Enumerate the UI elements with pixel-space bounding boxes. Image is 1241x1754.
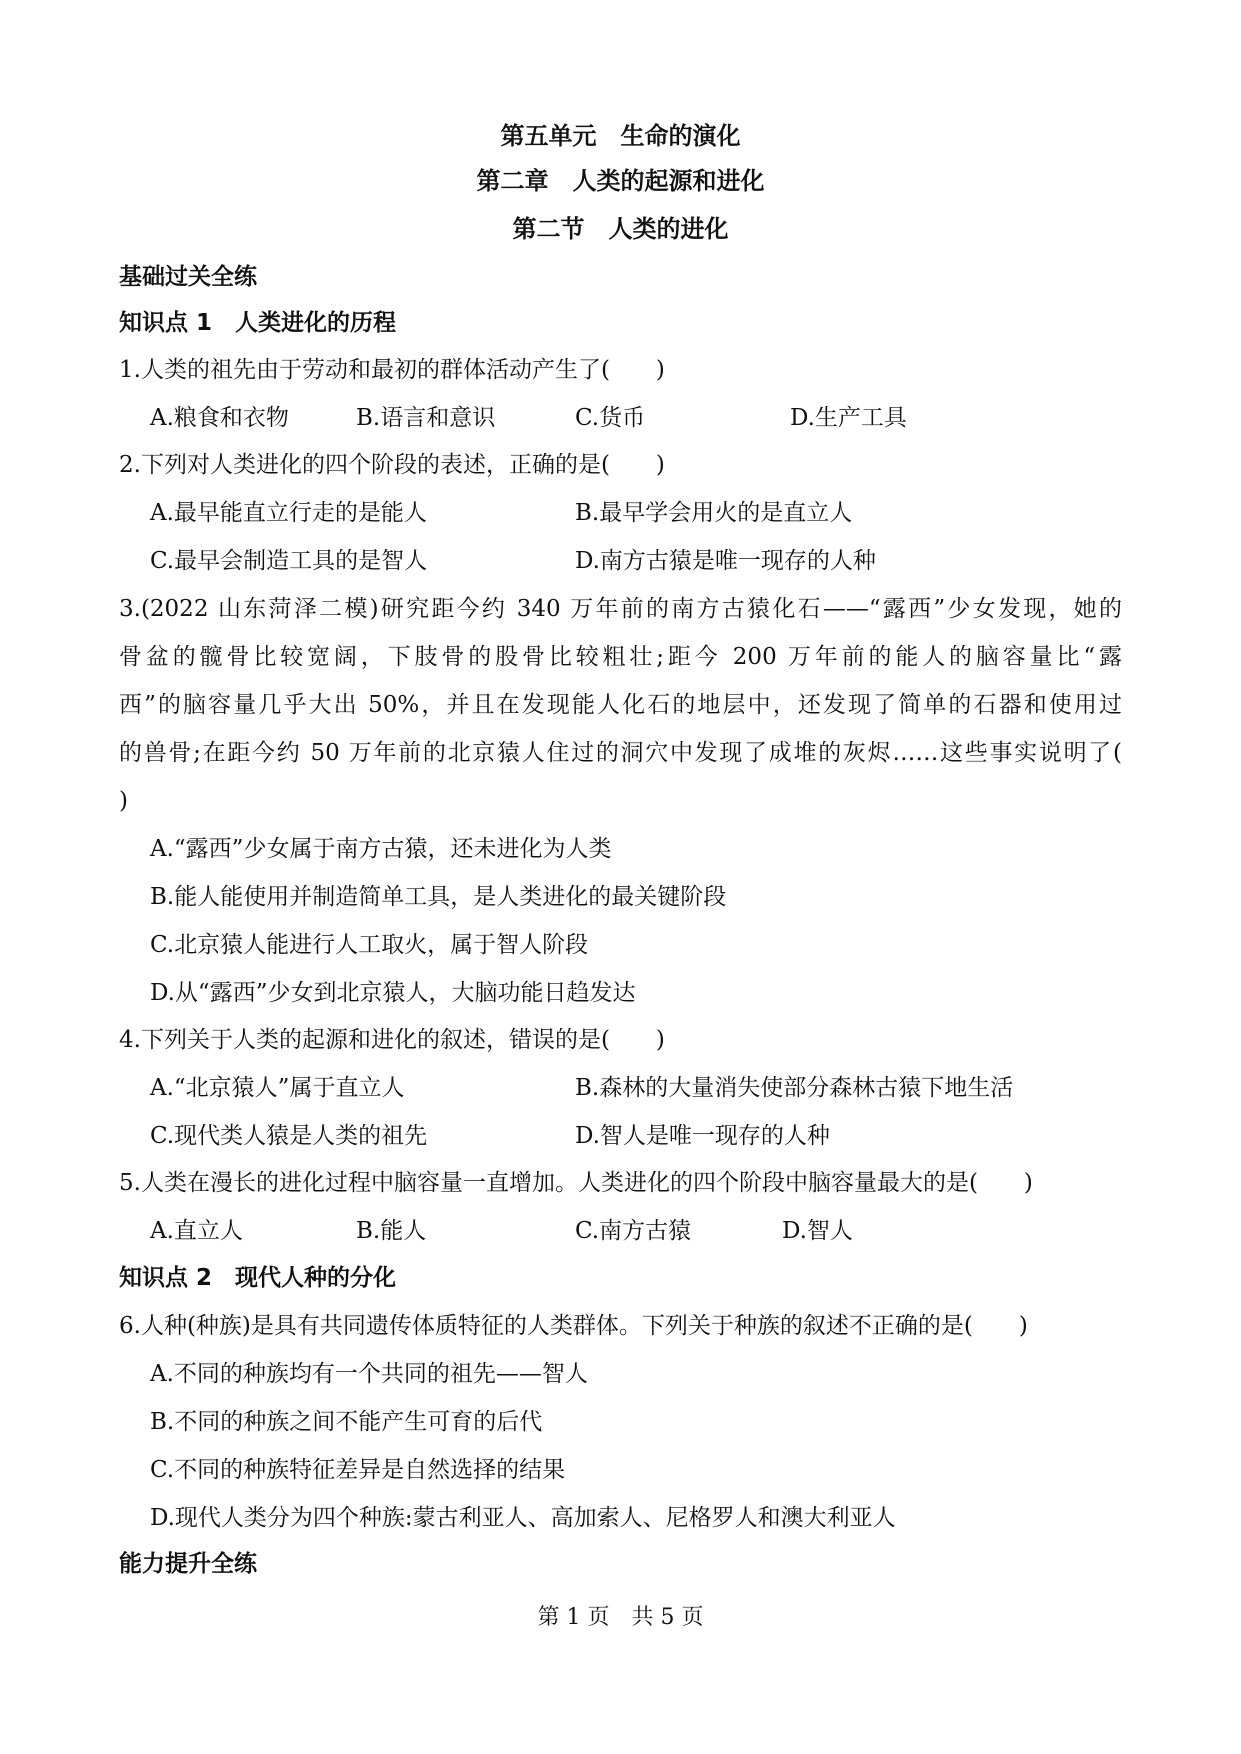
- question-2-stem: 2.下列对人类进化的四个阶段的表述，正确的是( ): [119, 452, 665, 478]
- question-3-option-a: A.“露西”少女属于南方古猿，还未进化为人类: [150, 836, 612, 862]
- question-6-stem: 6.人种(种族)是具有共同遗传体质特征的人类群体。下列关于种族的叙述不正确的是( ): [119, 1313, 1028, 1339]
- chapter-title: 第二章 人类的起源和进化: [476, 167, 765, 195]
- question-3-stem-line-5: ): [119, 788, 128, 814]
- question-5-option-c: C.南方古猿: [575, 1218, 692, 1244]
- question-6-option-d: D.现代人类分为四个种族:蒙古利亚人、高加索人、尼格罗人和澳大利亚人: [150, 1505, 896, 1531]
- question-3-stem-line-2: 骨盆的髋骨比较宽阔，下肢骨的股骨比较粗壮;距今 200 万年前的能人的脑容量比“露: [119, 644, 1122, 670]
- question-1-option-c: C.货币: [575, 405, 646, 431]
- question-2-option-d: D.南方古猿是唯一现存的人种: [575, 548, 876, 574]
- question-2-option-b: B.最早学会用火的是直立人: [575, 500, 853, 526]
- question-3-option-c: C.北京猿人能进行人工取火，属于智人阶段: [150, 932, 589, 958]
- question-1-option-a: A.粮食和衣物: [150, 405, 289, 431]
- question-2-option-a: A.最早能直立行走的是能人: [150, 500, 427, 526]
- knowledge-point-2-heading: 知识点 2 现代人种的分化: [119, 1265, 397, 1291]
- question-4-option-c: C.现代类人猿是人类的祖先: [150, 1123, 428, 1149]
- question-4-option-a: A.“北京猿人”属于直立人: [150, 1075, 405, 1101]
- question-1-stem: 1.人类的祖先由于劳动和最初的群体活动产生了( ): [119, 357, 665, 383]
- advanced-section-heading: 能力提升全练: [119, 1551, 257, 1577]
- question-3-option-d: D.从“露西”少女到北京猿人，大脑功能日趋发达: [150, 980, 636, 1006]
- knowledge-point-1-heading: 知识点 1 人类进化的历程: [119, 310, 397, 336]
- question-4-option-d: D.智人是唯一现存的人种: [575, 1123, 830, 1149]
- question-6-option-a: A.不同的种族均有一个共同的祖先——智人: [150, 1361, 588, 1387]
- page-footer: 第 1 页 共 5 页: [537, 1605, 704, 1630]
- question-1-option-b: B.语言和意识: [356, 405, 496, 431]
- question-2-option-c: C.最早会制造工具的是智人: [150, 548, 428, 574]
- question-3-stem-line-3: 西”的脑容量几乎大出 50%，并且在发现能人化石的地层中，还发现了简单的石器和使用过: [119, 692, 1122, 718]
- question-3-stem-line-1: 3.(2022 山东菏泽二模)研究距今约 340 万年前的南方古猿化石——“露西”少女发现，她的: [119, 596, 1122, 622]
- question-6-option-b: B.不同的种族之间不能产生可育的后代: [150, 1409, 543, 1435]
- question-5-stem: 5.人类在漫长的进化过程中脑容量一直增加。人类进化的四个阶段中脑容量最大的是( ): [119, 1170, 1033, 1196]
- question-5-option-b: B.能人: [356, 1218, 427, 1244]
- question-1-option-d: D.生产工具: [790, 405, 907, 431]
- question-3-option-b: B.能人能使用并制造简单工具，是人类进化的最关键阶段: [150, 884, 727, 910]
- question-4-option-b: B.森林的大量消失使部分森林古猿下地生活: [575, 1075, 1014, 1101]
- section-title: 第二节 人类的进化: [512, 215, 729, 243]
- question-6-option-c: C.不同的种族特征差异是自然选择的结果: [150, 1457, 566, 1483]
- unit-title: 第五单元 生命的演化: [500, 122, 741, 150]
- basic-section-heading: 基础过关全练: [119, 264, 257, 290]
- question-5-option-a: A.直立人: [150, 1218, 243, 1244]
- question-3-stem-line-4: 的兽骨;在距今约 50 万年前的北京猿人住过的洞穴中发现了成堆的灰烬……这些事实说明了(: [119, 740, 1122, 766]
- question-5-option-d: D.智人: [782, 1218, 853, 1244]
- question-4-stem: 4.下列关于人类的起源和进化的叙述，错误的是( ): [119, 1027, 665, 1053]
